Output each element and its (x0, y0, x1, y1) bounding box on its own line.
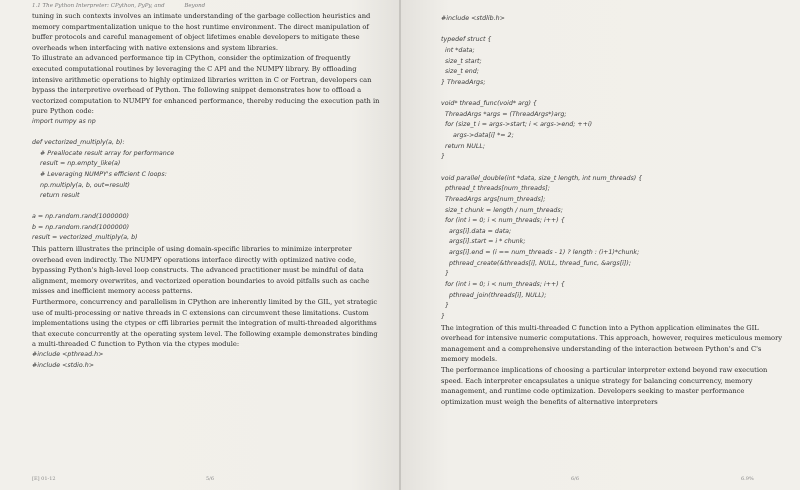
code-line: result = vectorized_multiply(a, b) (32, 234, 138, 242)
code-line (441, 88, 788, 99)
code-line: # Preallocate result array for performance (32, 149, 175, 157)
code-line: b = np.random.rand(1000000) (32, 223, 130, 231)
code-line: #include <stdio.h> (32, 361, 94, 369)
code-block (32, 350, 383, 371)
running-head (32, 3, 383, 9)
code-line: np.multiply(a, b, out=result) (32, 181, 130, 189)
code-line: result = np.empty_like(a) (32, 160, 121, 168)
footer-location: [E] 01-12 (32, 476, 56, 482)
code-line: pthread_t threads[num_threads]; (441, 185, 550, 193)
code-line: ThreadArgs *args = (ThreadArgs*)arg; (441, 110, 567, 118)
code-line: void parallel_double(int *data, size_t length, int num_threads) { (441, 174, 643, 182)
left-page (0, 0, 399, 490)
code-line: args->data[i] *= 2; (441, 132, 514, 140)
right-page (401, 0, 800, 490)
code-line: def vectorized_multiply(a, b): (32, 139, 125, 147)
right-page-body (441, 14, 788, 407)
footer-page-number: 6/6 (571, 476, 580, 482)
code-line: args[i].data = data; (441, 227, 512, 235)
code-line: pthread_join(threads[i], NULL); (441, 291, 547, 299)
left-page-body (32, 11, 383, 371)
code-line: } (441, 302, 450, 310)
running-head-title: 1.1 The Python Interpreter: CPython, PyPy, and (32, 3, 165, 9)
code-line: return NULL; (441, 142, 485, 150)
code-line: size_t end; (441, 68, 479, 76)
code-line: ThreadArgs args[num_threads]; (441, 195, 546, 203)
code-block (32, 117, 383, 244)
code-line (441, 163, 788, 174)
code-line (32, 128, 383, 139)
footer-page-number: 5/6 (206, 476, 215, 482)
code-line: for (int i = 0; i < num_threads; i++) { (441, 281, 565, 289)
code-line: } (441, 153, 446, 161)
code-line (32, 202, 383, 213)
code-line: size_t start; (441, 57, 482, 65)
code-line: } ThreadArgs; (441, 78, 486, 86)
code-line: #include <pthread.h> (32, 351, 104, 358)
footer-progress: 6.9% (741, 476, 754, 482)
code-line: #include <stdlib.h> (441, 15, 505, 22)
code-line: } (441, 270, 450, 278)
code-line: args[i].end = (i == num_threads - 1) ? length : (i+1)*chunk; (441, 249, 640, 257)
code-line: # Leveraging NUMPY's efficient C loops: (32, 170, 167, 178)
code-line: a = np.random.rand(1000000) (32, 213, 129, 221)
paragraph: This pattern illustrates the principle of using domain-specific libraries to minimize interpreter overhead even indirectly. The NUMPY operations interface directly with optimized native code, bypassing Python's high-level loop constructs. The advanced practitioner must be mindful of data alignment, memory overwrites, and vectorized operation boundaries to avoid pitfalls such as cache misses and inefficient memory access patterns. (32, 245, 370, 296)
running-head-subtitle: Beyond (184, 3, 206, 9)
paragraph: The performance implications of choosing a particular interpreter extend beyond raw execution speed. Each interpreter encapsulates a unique strategy for balancing concurrency, memory management, and runtime code optimization. Developers seeking to master performance optimization must weigh the benefits of alternative interpreters (441, 365, 768, 406)
code-line: pthread_create(&threads[i], NULL, thread_func, &args[i]); (441, 259, 631, 267)
code-block (441, 14, 788, 323)
paragraph: tuning in such contexts involves an intimate understanding of the garbage collection heuristics and memory compartmentalization unique to the host runtime environment. The direct manipulation of buffer protocols and careful management of object lifetimes enable developers to mitigate these overheads when interfacing with native extensions and system libraries. (32, 12, 371, 52)
code-line: int *data; (441, 46, 475, 54)
code-line: args[i].start = i * chunk; (441, 238, 526, 246)
code-line: return result (32, 192, 80, 200)
code-line: import numpy as np (32, 117, 96, 125)
code-line: size_t chunk = length / num_threads; (441, 206, 563, 214)
code-line: for (size_t i = args->start; i < args->end; ++i) (441, 121, 593, 129)
code-line: for (int i = 0; i < num_threads; i++) { (441, 217, 565, 225)
paragraph: To illustrate an advanced performance tip in CPython, consider the optimization of frequently executed computational routines by leveraging the C API and the NUMPY library. By offloading intensive arithmetic operations to highly optimized libraries written in C or Fortran, developers can bypass the interpretive overhead of Python. The following snippet demonstrates how to offload a vectorized computation to NUMPY for enhanced performance, thereby reducing the execution path in pure Python code: (32, 54, 380, 116)
paragraph: Furthermore, concurrency and parallelism in CPython are inherently limited by the GIL, yet strategic use of multi-processing or native threads in C extensions can circumvent these limitations. Custom implementations using the ctypes or cffi libraries permit the integration of multi-threaded algorithms that execute concurrently at the operating system level. The following example demonstrates binding a multi-threaded C function to Python via the ctypes module: (32, 298, 378, 349)
code-line (441, 25, 788, 36)
code-line: typedef struct { (441, 36, 492, 44)
code-line: } (441, 312, 446, 320)
paragraph: The integration of this multi-threaded C function into a Python application eliminates the GIL overhead for intensive numeric computations. This approach, however, requires meticulous memory management and a comprehensive understanding of the interaction between Python's and C's memory models. (441, 323, 783, 364)
code-line: void* thread_func(void* arg) { (441, 100, 537, 108)
